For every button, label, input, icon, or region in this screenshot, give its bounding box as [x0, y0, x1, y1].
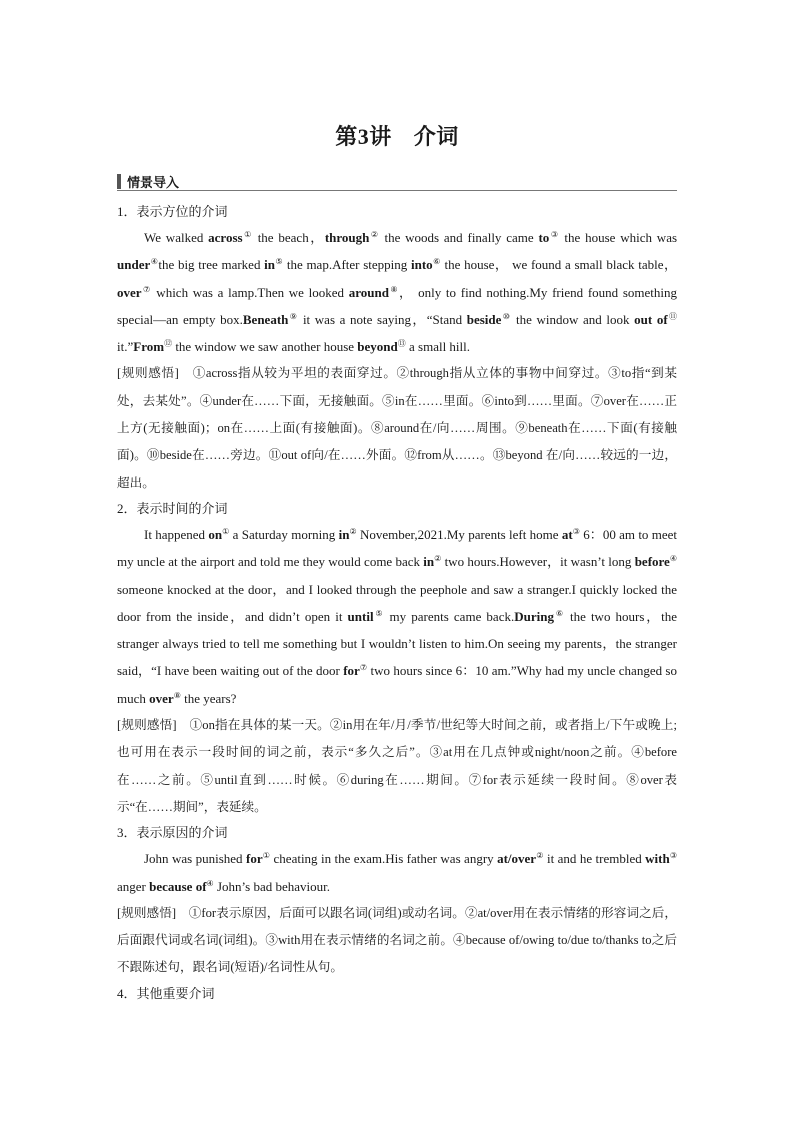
footnote-marker: ⑬	[397, 339, 406, 349]
banner-label: 情景导入	[127, 176, 180, 191]
footnote-marker: ⑦	[359, 663, 368, 673]
section-heading: 4．其他重要介词	[117, 985, 215, 1001]
preposition-keyword: to	[538, 230, 550, 245]
footnote-marker: ③	[549, 230, 560, 239]
preposition-keyword: During	[514, 608, 554, 624]
footnote-marker: ⑤	[373, 608, 385, 618]
section-paragraph: It happened on① a Saturday morning in② November,2021.My parents left home at③ 6：00 am to meet my uncle at the airport and told me they would come back in② two hours.However，it wasn’t long before④ someone knocked at the door，and I looked through the peephole and saw a stranger.I quickly locked the door from the inside，and didn’t open it until⑤ my parents came back.During⑥ the two hours，the stranger always tried to tell me something but I wouldn’t listen to him.On seeing my parents，the stranger said，“I have been waiting out of the door for⑦ two hours since 6：10 am.”Why had my uncle changed so much over⑧ the years?	[117, 526, 678, 706]
footnote-marker: ⑫	[164, 339, 173, 349]
section-heading: 2．表示时间的介词	[117, 500, 228, 516]
preposition-keyword: because of	[149, 878, 207, 894]
footnote-marker: ⑪	[667, 311, 678, 321]
footnote-marker: ⑥	[553, 608, 565, 618]
footnote-marker: ①	[222, 526, 230, 536]
preposition-keyword: through	[324, 230, 370, 245]
section-banner	[117, 172, 677, 192]
footnote-marker: ⑤	[275, 257, 284, 267]
banner-bar-icon	[117, 174, 121, 189]
section-heading: 3．表示原因的介词	[117, 825, 228, 841]
footnote-marker: ③	[669, 851, 678, 861]
rules-note: [规则感悟] ①across指从较为平坦的表面穿过。②through指从立体的事物中间穿过。③to指“到某处，去某处”。④under在……下面，无接触面。⑤in在……里面。⑥into到……里面。⑦over在……正上方(无接触面)；on在……上面(有接触面)。⑧around在/向……周围。⑨beneath在……下面(有接触面)。⑩beside在……旁边。⑪out of向/在……外面。⑫from从……。⑬beyond 在/向……较远的一边，超出。	[117, 366, 677, 490]
footnote-marker: ⑧	[173, 690, 181, 700]
footnote-marker: ②	[349, 526, 357, 536]
footnote-marker: ⑨	[288, 311, 299, 321]
preposition-keyword: at	[561, 526, 573, 542]
preposition-keyword: under	[117, 257, 151, 273]
lesson-number: 第3讲	[335, 124, 392, 149]
preposition-keyword: in	[423, 554, 435, 570]
page-title	[0, 120, 794, 151]
preposition-keyword: with	[645, 851, 670, 867]
footnote-marker: ②	[369, 230, 380, 239]
preposition-keyword: in	[264, 257, 276, 273]
rules-note: [规则感悟] ①for表示原因，后面可以跟名词(词组)或动名词。②at/over用在表示情绪的形容词之后，后面跟代词或名词(词组)。③with用在表示情绪的名词之前。④because of/owing to/due to/thanks to之后不跟陈述句，跟名词(短语)/名词性从句。	[117, 905, 677, 975]
preposition-keyword: across	[208, 230, 243, 245]
preposition-keyword: around	[348, 284, 389, 300]
footnote-marker: ④	[150, 257, 159, 267]
preposition-keyword: in	[338, 526, 350, 542]
footnote-marker: ④	[669, 554, 678, 564]
section-paragraph: John was punished for① cheating in the exam.His father was angry at/over② it and he trembled with③ anger because of④ John’s bad behaviour.	[117, 851, 678, 894]
preposition-keyword: for	[245, 851, 263, 867]
preposition-keyword: beside	[466, 311, 502, 327]
preposition-keyword: on	[208, 526, 223, 542]
footnote-marker: ④	[206, 878, 214, 888]
preposition-keyword: out of	[634, 311, 668, 327]
lesson-topic: 介词	[413, 124, 459, 149]
preposition-keyword: over	[149, 690, 174, 706]
footnote-marker: ②	[434, 554, 442, 564]
preposition-keyword: Beneath	[242, 311, 289, 327]
footnote-marker: ⑩	[501, 311, 512, 321]
document-body	[117, 200, 677, 1006]
preposition-keyword: From	[133, 339, 165, 355]
footnote-marker: ⑦	[141, 284, 152, 294]
section-heading: 1．表示方位的介词	[117, 204, 228, 219]
preposition-keyword: at/over	[497, 851, 537, 867]
footnote-marker: ⑧	[388, 284, 399, 294]
footnote-marker: ③	[572, 526, 580, 536]
rules-note: [规则感悟] ①on指在具体的某一天。②in用在年/月/季节/世纪等大时间之前，或者指上/下午或晚上;也可用在表示一段时间的词之前，表示“多久之后”。③at用在几点钟或night/noon之前。④before在……之前。⑤until直到……时候。⑥during在……期间。⑦for表示延续一段时间。⑧over表示“在……期间”，表延续。	[117, 718, 677, 814]
footnote-marker: ②	[536, 851, 544, 861]
footnote-marker: ①	[262, 851, 271, 861]
preposition-keyword: beyond	[357, 339, 398, 355]
preposition-keyword: for	[343, 663, 360, 679]
preposition-keyword: before	[634, 554, 670, 570]
footnote-marker: ①	[242, 230, 253, 239]
preposition-keyword: over	[117, 284, 142, 300]
banner-divider	[117, 190, 677, 191]
section-paragraph: We walked across① the beach，through② the woods and finally came to③ the house which was under④the big tree marked in⑤ the map.After stepping into⑥ the house， we found a small black table，over⑦ which was a lamp.Then we looked around⑧， only to find nothing.My friend found something special—an empty box.Beneath⑨ it was a note saying，“Stand beside⑩ the window and look out of⑪ it.”From⑫ the window we saw another house beyond⑬ a small hill.	[117, 230, 678, 355]
preposition-keyword: until	[347, 608, 374, 624]
footnote-marker: ⑥	[432, 257, 441, 267]
preposition-keyword: into	[411, 257, 433, 273]
